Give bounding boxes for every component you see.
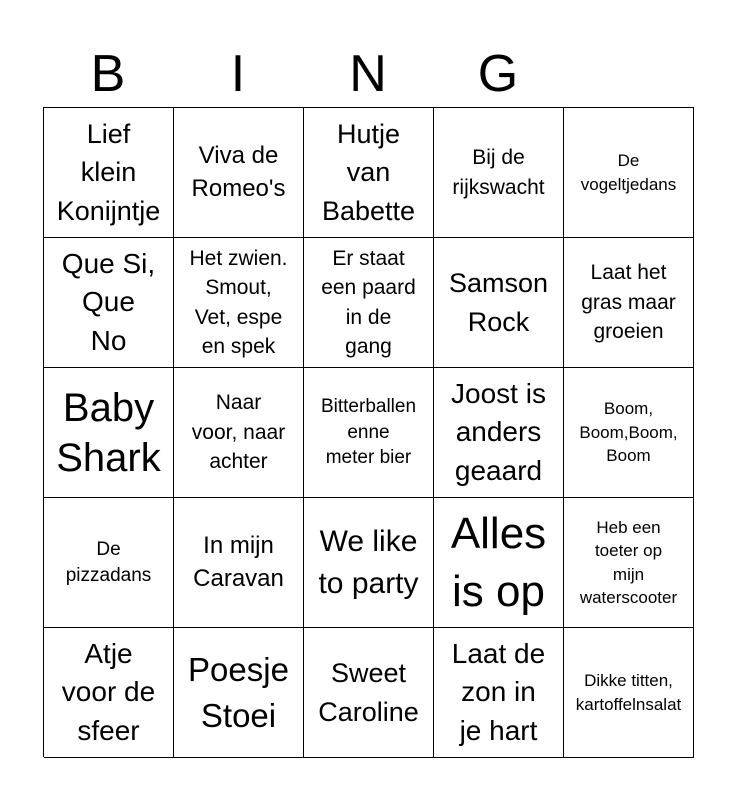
cell-label: Viva de Romeo's: [191, 141, 286, 202]
cell-label: Boom, Boom,Boom, Boom: [579, 399, 678, 466]
bingo-cell[interactable]: [44, 628, 174, 758]
bingo-header: [43, 40, 693, 108]
bingo-cell[interactable]: [44, 108, 174, 238]
bingo-cell[interactable]: [174, 108, 304, 238]
bingo-cell[interactable]: [304, 238, 434, 368]
cell-label: De vogeltjedans: [580, 151, 677, 194]
cell-label: In mijn Caravan: [193, 531, 284, 592]
bingo-cell[interactable]: [174, 368, 304, 498]
header-letter-g: G: [477, 45, 519, 103]
cell-label: Hutje van Babette: [321, 119, 416, 226]
header-letter-n: N: [349, 45, 387, 103]
cell-label: Bitterballen enne meter bier: [320, 396, 417, 469]
header-letter-b: B: [90, 45, 126, 103]
bingo-cell[interactable]: [174, 628, 304, 758]
cell-label: Heb een toeter op mijn waterscooter: [579, 517, 678, 607]
bingo-cell[interactable]: [564, 238, 694, 368]
bingo-cell[interactable]: [434, 628, 564, 758]
bingo-cell[interactable]: [564, 108, 694, 238]
bingo-cell[interactable]: [434, 108, 564, 238]
cell-label: Samson Rock: [448, 268, 549, 337]
cell-label: Poesje Stoei: [188, 650, 289, 734]
cell-label: Naar voor, naar achter: [191, 391, 286, 474]
bingo-cell[interactable]: [304, 498, 434, 628]
bingo-cell[interactable]: [44, 498, 174, 628]
cell-label: Er staat een paard in de gang: [321, 246, 416, 358]
cell-label: Que Si, Que No: [61, 247, 156, 356]
bingo-cell[interactable]: [174, 498, 304, 628]
bingo-cell[interactable]: [564, 628, 694, 758]
bingo-cell[interactable]: [304, 628, 434, 758]
bingo-cell[interactable]: [434, 238, 564, 368]
cell-label: Bij de rijkswacht: [452, 146, 545, 199]
bingo-cell[interactable]: [304, 368, 434, 498]
cell-label: Dikke titten, kartoffelnsalat: [575, 671, 682, 714]
cell-label: Het zwien. Smout, Vet, espe en spek: [189, 246, 288, 358]
bingo-card-grid: [43, 107, 694, 757]
bingo-cell[interactable]: [304, 108, 434, 238]
bingo-cell[interactable]: [564, 368, 694, 498]
cell-label: Joost is anders geaard: [451, 377, 546, 486]
cell-label: Laat het gras maar groeien: [581, 261, 676, 344]
cell-label: De pizzadans: [65, 538, 152, 586]
header-letter-i: I: [230, 45, 246, 103]
header-letter-empty: [563, 40, 693, 108]
bingo-cell[interactable]: [44, 238, 174, 368]
cell-label: Baby Shark: [56, 385, 161, 480]
cell-label: Alles is op: [450, 509, 547, 616]
cell-label: Atje voor de sfeer: [61, 637, 156, 746]
bingo-cell[interactable]: [44, 368, 174, 498]
cell-label: Lief klein Konijntje: [56, 119, 161, 226]
bingo-cell[interactable]: [434, 368, 564, 498]
cell-label: Sweet Caroline: [318, 658, 419, 727]
bingo-cell[interactable]: [564, 498, 694, 628]
bingo-cell[interactable]: [174, 238, 304, 368]
cell-label: Laat de zon in je hart: [451, 637, 546, 746]
cell-label: We like to party: [318, 525, 419, 600]
bingo-cell[interactable]: [434, 498, 564, 628]
